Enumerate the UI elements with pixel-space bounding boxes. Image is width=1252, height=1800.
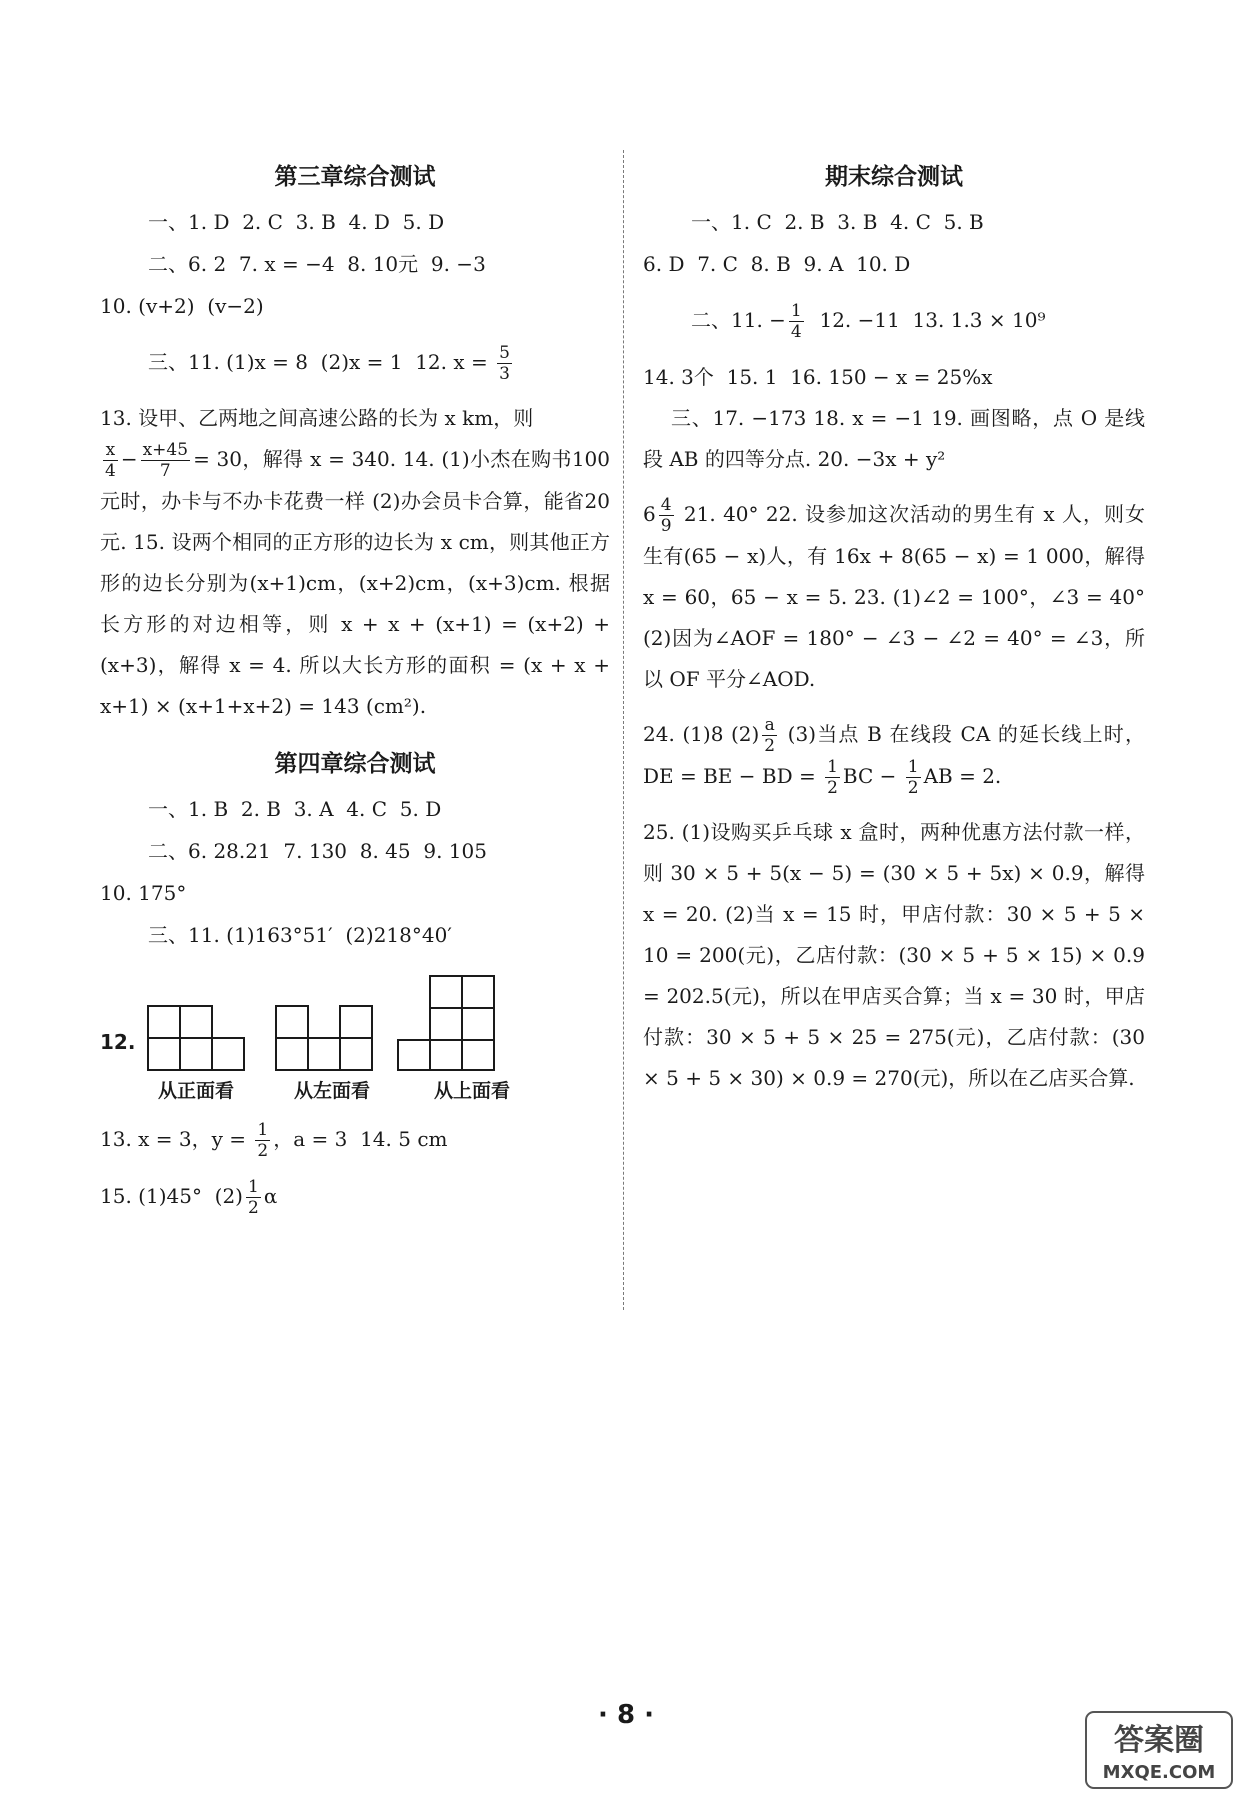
final-part1-answers-b: 6. D 7. C 8. B 9. A 10. D	[643, 252, 911, 276]
fraction-denominator: 2	[907, 778, 919, 798]
ch4-q11-answer: 三、11. (1)163°51′ (2)218°40′	[148, 923, 452, 947]
top-view-grid	[398, 976, 494, 1070]
fraction-numerator: 1	[257, 1120, 269, 1140]
column-divider	[623, 150, 624, 1310]
alpha-symbol: α	[263, 1184, 278, 1208]
final-test-title: 期末综合测试	[825, 164, 963, 190]
ch4-part1-answers: 一、1. B 2. B 3. A 4. C 5. D	[148, 797, 442, 821]
fraction-denominator: 3	[499, 364, 510, 384]
fraction-denominator: 2	[248, 1198, 259, 1218]
final-q24-text-c: BC −	[842, 764, 903, 788]
fraction-numerator: 1	[827, 757, 838, 777]
q12-number: 12.	[100, 1030, 136, 1054]
fraction	[255, 1120, 270, 1161]
ch4-q13-14-tail: ，a = 3 14. 5 cm	[273, 1127, 448, 1151]
front-view-label: 从正面看	[158, 1080, 235, 1102]
ch4-part2-answers: 二、6. 28.21 7. 130 8. 45 9. 105	[148, 839, 487, 863]
fraction-denominator: 7	[159, 461, 171, 481]
watermark-logo	[1084, 1710, 1234, 1790]
front-view-grid	[148, 1006, 244, 1070]
fraction-numerator: a	[762, 715, 777, 736]
left-column	[100, 150, 610, 1218]
ch4-q10-answer: 10. 175°	[100, 881, 187, 905]
fraction-denominator: 4	[790, 322, 802, 342]
fraction-numerator: 4	[660, 495, 672, 515]
final-q24-text-d: AB = 2.	[923, 764, 1002, 788]
right-column	[643, 150, 1145, 1099]
mixed-number-whole: 6	[643, 502, 656, 526]
fraction-denominator: 2	[764, 736, 776, 756]
fraction	[246, 1177, 261, 1218]
fraction	[906, 757, 921, 798]
page-number: · 8 ·	[598, 1700, 654, 1730]
final-q21-23-text: 21. 40° 22. 设参加这次活动的男生有 x 人，则女生有(65 − x)人，有 16x + 8(65 − x) = 1 000，解得 x = 60，65 − x = 5. 23. (1)∠2 = 100°，∠3 = 40° (2)因为∠AOF = 180° − ∠3 − ∠2 = 40° = ∠3，所以 OF 平分∠AOD.	[643, 502, 1145, 691]
final-part2-answers	[643, 299, 1145, 342]
fraction	[659, 495, 674, 536]
ch3-part3-answers	[100, 341, 610, 384]
fraction	[497, 343, 512, 384]
fraction	[789, 301, 804, 342]
ch3-part1-answers: 一、1. D 2. C 3. B 4. D 5. D	[148, 210, 445, 234]
ch3-q11-12-text: 三、11. (1)x = 8 (2)x = 1 12. x =	[148, 350, 495, 374]
fraction-numerator: x	[103, 440, 118, 461]
final-q25-answer: 25. (1)设购买乒乓球 x 盒时，两种优惠方法付款一样，则 30 × 5 + 5(x − 5) = (30 × 5 + 5x) × 0.9，解得 x = 20. (2)当 x = 15 时，甲店付款：30 × 5 + 5 × 10 = 200(元)，乙店付款：(30 × 5 + 5 × 15) × 0.9 = 202.5(元)，所以在甲店买合算；当 x = 30 时，甲店付款：30 × 5 + 5 × 25 = 275(元)，乙店付款：(30 × 5 + 5 × 30) × 0.9 = 270(元)，所以在乙店买合算.	[643, 820, 1145, 1090]
final-q17-20-answers: 三、17. −173 18. x = −1 19. 画图略，点 O 是线段 AB 的四等分点. 20. −3x + y²	[643, 406, 1145, 471]
ch3-q13-intro: 13. 设甲、乙两地之间高速公路的长为 x km，则	[100, 406, 534, 430]
minus-sign: −	[120, 447, 138, 471]
three-views-drawing	[140, 964, 580, 1074]
ch4-q13-text: 13. x = 3，y =	[100, 1127, 253, 1151]
left-view-grid	[276, 1006, 372, 1070]
final-q14-16-answers: 14. 3个 15. 1 16. 150 − x = 25%x	[643, 365, 993, 389]
ch4-q15-text: 15. (1)45° (2)	[100, 1184, 243, 1208]
final-q24-answer	[643, 714, 1145, 798]
fraction-denominator: 4	[105, 461, 116, 481]
ch3-q13-15-solution	[100, 398, 610, 727]
fraction-numerator: 5	[499, 343, 510, 363]
ch3-q10-answer: 10. (v+2) (v−2)	[100, 294, 264, 318]
top-view-label: 从上面看	[434, 1080, 511, 1102]
fraction	[825, 757, 840, 798]
ch4-q15-answer	[100, 1175, 610, 1218]
final-q21-23-answers	[643, 494, 1145, 700]
watermark-bottom-text: MXQE.COM	[1102, 1762, 1216, 1783]
left-view-label: 从左面看	[294, 1080, 371, 1102]
ch3-part2-answers: 二、6. 2 7. x = −4 8. 10元 9. −3	[148, 252, 486, 276]
ch3-solution-text: = 30，解得 x = 340. 14. (1)小杰在购书100元时，办卡与不办卡花费一样 (2)办会员卡合算，能省20元. 15. 设两个相同的正方形的边长为 x cm，则其他正方形的边长分别为(x+1)cm，(x+2)cm，(x+3)cm. 根据长方形的对边相等，则 x + x + (x+1) = (x+2) + (x+3)，解得 x = 4. 所以大长方形的面积 = (x + x + x+1) × (x+1+x+2) = 143 (cm²).	[100, 447, 610, 718]
fraction-numerator: 1	[248, 1177, 259, 1197]
final-q11-text: 二、11. −	[691, 308, 786, 332]
ch4-q13-14-answers	[100, 1118, 610, 1161]
fraction	[141, 440, 190, 481]
fraction-denominator: 9	[660, 516, 672, 536]
q12-three-views-figure	[100, 964, 610, 1104]
fraction-denominator: 2	[257, 1141, 269, 1161]
fraction-numerator: x+45	[142, 440, 189, 460]
fraction	[103, 440, 118, 481]
chapter4-title: 第四章综合测试	[274, 751, 436, 777]
chapter3-title: 第三章综合测试	[274, 164, 436, 190]
final-q24-text-a: 24. (1)8 (2)	[643, 722, 760, 746]
fraction-denominator: 2	[827, 778, 838, 798]
watermark-top-text: 答案圈	[1114, 1723, 1204, 1758]
fraction	[762, 715, 777, 756]
final-q12-13-text: 12. −11 13. 1.3 × 10⁹	[806, 308, 1046, 332]
fraction-numerator: 1	[907, 757, 919, 777]
fraction-numerator: 1	[790, 301, 802, 321]
final-q24-text-b: (3)当点 B 在线段 CA 的延长线上时，DE = BE − BD =	[643, 722, 1145, 788]
final-part1-answers-a: 一、1. C 2. B 3. B 4. C 5. B	[691, 210, 984, 234]
